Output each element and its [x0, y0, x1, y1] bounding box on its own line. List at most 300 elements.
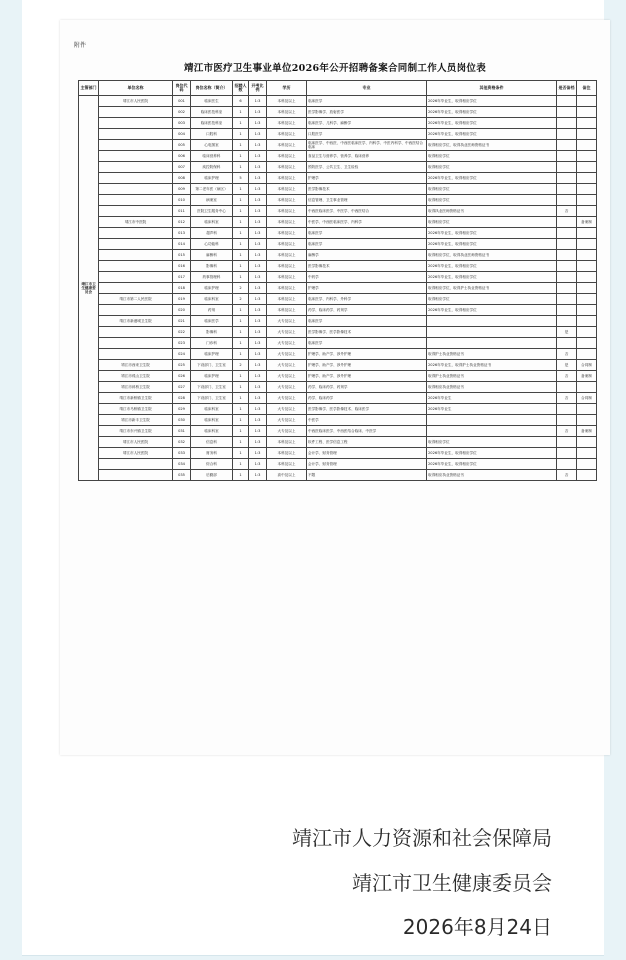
- cell-edu: 本科及以上: [267, 294, 307, 305]
- cell-num: 2: [233, 360, 249, 371]
- position-table: [78, 80, 597, 481]
- cell-ratio: 1:3: [249, 107, 267, 118]
- cell-ratio: 1:3: [249, 261, 267, 272]
- table-row: [79, 272, 597, 283]
- cell-note: [557, 459, 577, 470]
- cell-post: 下设部门、卫生室: [191, 382, 233, 393]
- cell-note: [557, 316, 577, 327]
- cell-major: 中药学: [307, 272, 427, 283]
- cell-remark: [577, 448, 597, 459]
- cell-remark: [577, 162, 597, 173]
- cell-num: 1: [233, 459, 249, 470]
- table-row: [79, 206, 597, 217]
- cell-edu: 高中及以上: [267, 470, 307, 481]
- cell-num: 2: [233, 283, 249, 294]
- cell-num: 1: [233, 239, 249, 250]
- cell-code: 024: [173, 349, 191, 360]
- header-cell: 是否备档: [557, 81, 577, 96]
- cell-cond: [427, 316, 557, 327]
- cell-major: 医学影像技术: [307, 261, 427, 272]
- cell-edu: 本科及以上: [267, 206, 307, 217]
- cell-unit: [99, 107, 173, 118]
- cell-remark: 合同制: [577, 393, 597, 404]
- cell-major: 临床医学、儿科学、麻醉学: [307, 118, 427, 129]
- table-row: [79, 404, 597, 415]
- cell-cond: 取得执业医师资格证书: [427, 206, 557, 217]
- cell-post: 影像科: [191, 261, 233, 272]
- cell-num: 1: [233, 261, 249, 272]
- cell-num: 2: [233, 294, 249, 305]
- cell-cond: 取得相应学位: [427, 184, 557, 195]
- cell-edu: 本科及以上: [267, 217, 307, 228]
- cell-cond: 2026年毕业生，取得相应学位: [427, 118, 557, 129]
- cell-post: 超声科: [191, 228, 233, 239]
- cell-cond: 取得护士执业资格证书: [427, 349, 557, 360]
- cell-cond: 取得相应执业资格证书: [427, 470, 557, 481]
- cell-ratio: 1:3: [249, 305, 267, 316]
- cell-edu: 大专及以上: [267, 393, 307, 404]
- cell-post: 心电图室: [191, 140, 233, 151]
- cell-edu: 本科及以上: [267, 250, 307, 261]
- cell-note: 否: [557, 426, 577, 437]
- cell-num: 1: [233, 415, 249, 426]
- cell-code: 022: [173, 327, 191, 338]
- cell-cond: 2026年毕业生，取得相应学位: [427, 173, 557, 184]
- cell-remark: [577, 184, 597, 195]
- cell-remark: [577, 316, 597, 327]
- cell-post: 影像科: [191, 327, 233, 338]
- cell-edu: 大专及以上: [267, 371, 307, 382]
- cell-edu: 本科及以上: [267, 272, 307, 283]
- cell-edu: 大专及以上: [267, 327, 307, 338]
- cell-unit: [99, 206, 173, 217]
- cell-post: 临床护理: [191, 173, 233, 184]
- cell-major: 中医学: [307, 415, 427, 426]
- cell-note: [557, 184, 577, 195]
- cell-num: 1: [233, 140, 249, 151]
- cell-unit: 靖江市人民医院: [99, 437, 173, 448]
- cell-cond: 取得相应学位: [427, 294, 557, 305]
- cell-major: 药学、临床药学、药剂学: [307, 382, 427, 393]
- cell-edu: 大专及以上: [267, 360, 307, 371]
- cell-post: 临床护理: [191, 283, 233, 294]
- table-row: [79, 459, 597, 470]
- cell-major: 不限: [307, 470, 427, 481]
- issuer-hrss: 靖江市人力资源和社会保障局: [292, 826, 552, 850]
- cell-note: [557, 151, 577, 162]
- cell-major: 临床医学: [307, 316, 427, 327]
- cell-note: [557, 140, 577, 151]
- cell-unit: [99, 239, 173, 250]
- cell-unit: 靖江市人民医院: [99, 96, 173, 107]
- cell-edu: 本科及以上: [267, 184, 307, 195]
- table-header-row: [79, 81, 597, 96]
- attachment-label: 附件: [74, 42, 87, 49]
- cell-ratio: 1:3: [249, 327, 267, 338]
- cell-remark: [577, 250, 597, 261]
- cell-code: 025: [173, 360, 191, 371]
- cell-unit: [99, 162, 173, 173]
- cell-code: 027: [173, 382, 191, 393]
- cell-post: 临床医生: [191, 96, 233, 107]
- supervisor-cell: 靖江市卫生健康委员会: [79, 96, 99, 481]
- header-cell: 开考比例: [249, 81, 267, 96]
- cell-major: 临床医学: [307, 338, 427, 349]
- cell-edu: 本科及以上: [267, 129, 307, 140]
- header-cell: 主管部门: [79, 81, 99, 96]
- cell-edu: 本科及以上: [267, 448, 307, 459]
- table-row: [79, 239, 597, 250]
- table-body: [79, 96, 597, 481]
- table-row: [79, 140, 597, 151]
- cell-num: 1: [233, 195, 249, 206]
- cell-unit: 靖江市西来卫生院: [99, 360, 173, 371]
- cell-cond: 取得相应学位: [427, 217, 557, 228]
- cell-code: 020: [173, 305, 191, 316]
- cell-remark: [577, 305, 597, 316]
- cell-edu: 大专及以上: [267, 382, 307, 393]
- cell-ratio: 1:3: [249, 206, 267, 217]
- cell-major: 护理学、助产学、涉外护理: [307, 349, 427, 360]
- cell-note: [557, 162, 577, 173]
- header-cell: 岗位代码: [173, 81, 191, 96]
- cell-major: 临床医学、内科学、外科学: [307, 294, 427, 305]
- table-row: [79, 448, 597, 459]
- cell-remark: [577, 459, 597, 470]
- table-row: [79, 283, 597, 294]
- cell-post: 病案室: [191, 195, 233, 206]
- cell-code: 016: [173, 261, 191, 272]
- header-cell: 招聘人数: [233, 81, 249, 96]
- cell-ratio: 1:3: [249, 272, 267, 283]
- cell-cond: 2026年毕业生，取得相应学位: [427, 239, 557, 250]
- cell-edu: 本科及以上: [267, 437, 307, 448]
- cell-unit: [99, 283, 173, 294]
- cell-ratio: 1:3: [249, 118, 267, 129]
- cell-note: [557, 283, 577, 294]
- cell-ratio: 1:3: [249, 437, 267, 448]
- cell-remark: 合同制: [577, 360, 597, 371]
- header-cell: 单位名称: [99, 81, 173, 96]
- cell-remark: [577, 272, 597, 283]
- cell-edu: 本科及以上: [267, 96, 307, 107]
- cell-ratio: 1:3: [249, 316, 267, 327]
- cell-unit: [99, 129, 173, 140]
- cell-num: 1: [233, 272, 249, 283]
- table-row: [79, 470, 597, 481]
- cell-remark: [577, 107, 597, 118]
- cell-post: 下设部门、卫生室: [191, 360, 233, 371]
- cell-code: 031: [173, 426, 191, 437]
- table-row: [79, 162, 597, 173]
- cell-edu: 本科及以上: [267, 283, 307, 294]
- cell-unit: [99, 151, 173, 162]
- table-row: [79, 415, 597, 426]
- cell-num: 1: [233, 327, 249, 338]
- cell-code: 021: [173, 316, 191, 327]
- cell-remark: [577, 173, 597, 184]
- cell-post: 财务科: [191, 448, 233, 459]
- cell-post: 药事管理科: [191, 272, 233, 283]
- cell-post: 心功能科: [191, 239, 233, 250]
- cell-major: 医学影像学、医学影像技术、临床医学: [307, 404, 427, 415]
- cell-ratio: 1:3: [249, 448, 267, 459]
- cell-num: 1: [233, 217, 249, 228]
- table-row: [79, 129, 597, 140]
- cell-remark: [577, 239, 597, 250]
- cell-post: 临床医技科室: [191, 107, 233, 118]
- cell-cond: 取得相应学位，取得执业医师资格证书: [427, 140, 557, 151]
- cell-major: 信息管理、卫生事业管理: [307, 195, 427, 206]
- cell-unit: 靖江市孤山卫生院: [99, 371, 173, 382]
- cell-ratio: 1:3: [249, 250, 267, 261]
- cell-cond: [427, 415, 557, 426]
- cell-post: 第二老年医（病区）: [191, 184, 233, 195]
- cell-cond: 取得相应学位: [427, 151, 557, 162]
- cell-unit: 靖江市新港城卫生院: [99, 316, 173, 327]
- cell-remark: [577, 437, 597, 448]
- cell-unit: [99, 338, 173, 349]
- cell-cond: 2026年毕业生，取得相应学位: [427, 305, 557, 316]
- cell-remark: [577, 349, 597, 360]
- cell-post: 信息科: [191, 437, 233, 448]
- cell-remark: [577, 140, 597, 151]
- cell-num: 5: [233, 173, 249, 184]
- cell-post: 临床科室: [191, 217, 233, 228]
- cell-code: 029: [173, 404, 191, 415]
- cell-cond: 取得护士执业资格证书: [427, 371, 557, 382]
- cell-remark: [577, 338, 597, 349]
- cell-unit: [99, 140, 173, 151]
- cell-ratio: 1:3: [249, 195, 267, 206]
- cell-remark: [577, 129, 597, 140]
- cell-major: 护理学: [307, 283, 427, 294]
- cell-cond: 2026年毕业生: [427, 393, 557, 404]
- table-row: [79, 217, 597, 228]
- cell-edu: 本科及以上: [267, 162, 307, 173]
- cell-ratio: 1:3: [249, 184, 267, 195]
- cell-cond: 2026年毕业生: [427, 404, 557, 415]
- cell-unit: 靖江市马桥镇卫生院: [99, 404, 173, 415]
- cell-code: 034: [173, 459, 191, 470]
- cell-num: 1: [233, 382, 249, 393]
- cell-cond: 取得相应学位，取得执业医师资格证书: [427, 250, 557, 261]
- cell-unit: [99, 173, 173, 184]
- cell-cond: 2026年毕业生，取得护士执业资格证书: [427, 360, 557, 371]
- cell-post: 临床科室: [191, 294, 233, 305]
- cell-note: [557, 305, 577, 316]
- cell-post: 药剂: [191, 305, 233, 316]
- cell-post: 医院卫生服务中心: [191, 206, 233, 217]
- issue-date: 2026年8月24日: [402, 915, 552, 939]
- cell-unit: [99, 470, 173, 481]
- header-cell: 备注: [577, 81, 597, 96]
- cell-num: 1: [233, 305, 249, 316]
- document-image: [60, 20, 610, 755]
- cell-major: 会计学、财务管理: [307, 448, 427, 459]
- cell-remark: [577, 404, 597, 415]
- cell-unit: [99, 305, 173, 316]
- cell-cond: 2026年毕业生，取得相应学位: [427, 96, 557, 107]
- table-row: [79, 250, 597, 261]
- cell-ratio: 1:3: [249, 393, 267, 404]
- cell-major: 临床医学: [307, 239, 427, 250]
- table-row: [79, 437, 597, 448]
- header-cell: 其他资格条件: [427, 81, 557, 96]
- cell-num: 1: [233, 349, 249, 360]
- cell-major: 护理学、助产学、涉外护理: [307, 371, 427, 382]
- cell-ratio: 1:3: [249, 294, 267, 305]
- cell-unit: [99, 327, 173, 338]
- cell-code: 018: [173, 283, 191, 294]
- cell-unit: [99, 118, 173, 129]
- cell-post: 综合科: [191, 459, 233, 470]
- table-row: [79, 371, 597, 382]
- cell-code: 011: [173, 206, 191, 217]
- cell-major: 会计学、财务管理: [307, 459, 427, 470]
- cell-unit: [99, 250, 173, 261]
- cell-code: 009: [173, 184, 191, 195]
- cell-cond: 2026年毕业生，取得相应学位: [427, 272, 557, 283]
- cell-unit: 靖江市斜桥卫生院: [99, 382, 173, 393]
- cell-ratio: 1:3: [249, 426, 267, 437]
- cell-num: 1: [233, 371, 249, 382]
- cell-edu: 本科及以上: [267, 107, 307, 118]
- cell-post: 下设部门、卫生室: [191, 393, 233, 404]
- table-row: [79, 151, 597, 162]
- cell-remark: [577, 470, 597, 481]
- cell-unit: 靖江市人民医院: [99, 448, 173, 459]
- table-row: [79, 294, 597, 305]
- cell-note: [557, 261, 577, 272]
- cell-remark: [577, 96, 597, 107]
- cell-unit: [99, 228, 173, 239]
- cell-num: 1: [233, 338, 249, 349]
- cell-note: [557, 338, 577, 349]
- table-row: [79, 261, 597, 272]
- cell-ratio: 1:3: [249, 349, 267, 360]
- cell-num: 1: [233, 250, 249, 261]
- cell-note: [557, 217, 577, 228]
- cell-major: 临床医学: [307, 96, 427, 107]
- cell-num: 1: [233, 404, 249, 415]
- cell-note: 否: [557, 206, 577, 217]
- cell-note: [557, 437, 577, 448]
- table-row: [79, 96, 597, 107]
- cell-code: 004: [173, 129, 191, 140]
- cell-post: 门诊科: [191, 338, 233, 349]
- table-row: [79, 349, 597, 360]
- cell-note: [557, 173, 577, 184]
- cell-num: 1: [233, 470, 249, 481]
- cell-unit: [99, 195, 173, 206]
- cell-ratio: 1:3: [249, 404, 267, 415]
- cell-code: 026: [173, 371, 191, 382]
- cell-code: 006: [173, 151, 191, 162]
- cell-ratio: 1:3: [249, 470, 267, 481]
- cell-edu: 本科及以上: [267, 261, 307, 272]
- cell-major: 药学、临床药学、药剂学: [307, 305, 427, 316]
- cell-num: 1: [233, 316, 249, 327]
- cell-post: 临床医学: [191, 316, 233, 327]
- cell-num: 1: [233, 393, 249, 404]
- cell-cond: 取得相应执业资格证书: [427, 382, 557, 393]
- cell-edu: 本科及以上: [267, 195, 307, 206]
- cell-major: 软件工程、医学信息工程: [307, 437, 427, 448]
- cell-note: 否: [557, 349, 577, 360]
- cell-code: 032: [173, 437, 191, 448]
- document-title: 靖江市医疗卫生事业单位2026年公开招聘备案合同制工作人员岗位表: [183, 63, 487, 74]
- cell-major: 医学影像技术: [307, 184, 427, 195]
- cell-remark: [577, 294, 597, 305]
- cell-major: 临床医学、中西医、中西医临床医学、内科学、中医内科学、中西医结合临床: [307, 140, 427, 151]
- cell-ratio: 1:3: [249, 283, 267, 294]
- cell-note: [557, 107, 577, 118]
- table-row: [79, 184, 597, 195]
- cell-remark: [577, 283, 597, 294]
- cell-code: 005: [173, 140, 191, 151]
- cell-code: 012: [173, 217, 191, 228]
- cell-edu: 大专及以上: [267, 415, 307, 426]
- cell-cond: [427, 338, 557, 349]
- table-row: [79, 338, 597, 349]
- cell-ratio: 1:3: [249, 173, 267, 184]
- cell-code: 002: [173, 107, 191, 118]
- issuer-health-commission: 靖江市卫生健康委员会: [352, 871, 552, 895]
- cell-code: 008: [173, 173, 191, 184]
- cell-num: 1: [233, 206, 249, 217]
- cell-code: 017: [173, 272, 191, 283]
- cell-remark: 备案制: [577, 217, 597, 228]
- cell-edu: 大专及以上: [267, 349, 307, 360]
- cell-edu: 本科及以上: [267, 239, 307, 250]
- cell-post: 临床科室: [191, 415, 233, 426]
- cell-code: 023: [173, 338, 191, 349]
- table-row: [79, 316, 597, 327]
- table-row: [79, 305, 597, 316]
- cell-remark: [577, 151, 597, 162]
- cell-ratio: 1:3: [249, 382, 267, 393]
- cell-note: [557, 250, 577, 261]
- table-row: [79, 382, 597, 393]
- cell-unit: [99, 459, 173, 470]
- cell-major: 中西医临床医学、中医学、中西医结合: [307, 206, 427, 217]
- cell-note: [557, 129, 577, 140]
- cell-remark: [577, 261, 597, 272]
- cell-major: 医学影像学、放射医学: [307, 107, 427, 118]
- cell-major: 护理学、助产学、涉外护理: [307, 360, 427, 371]
- cell-remark: 备案制: [577, 371, 597, 382]
- cell-edu: 本科及以上: [267, 228, 307, 239]
- cell-major: 预防医学、公共卫生、卫生检验: [307, 162, 427, 173]
- cell-code: 019: [173, 294, 191, 305]
- cell-major: 口腔医学: [307, 129, 427, 140]
- cell-unit: 靖江市中医院: [99, 217, 173, 228]
- cell-note: 否: [557, 371, 577, 382]
- table-row: [79, 426, 597, 437]
- cell-code: 013: [173, 228, 191, 239]
- header-cell: 岗位名称（简介）: [191, 81, 233, 96]
- cell-note: [557, 96, 577, 107]
- cell-remark: [577, 195, 597, 206]
- cell-cond: 取得相应学位: [427, 195, 557, 206]
- cell-post: 临床营养科: [191, 151, 233, 162]
- cell-code: 003: [173, 118, 191, 129]
- cell-ratio: 1:3: [249, 360, 267, 371]
- cell-note: [557, 448, 577, 459]
- header-cell: 专业: [307, 81, 427, 96]
- table-row: [79, 327, 597, 338]
